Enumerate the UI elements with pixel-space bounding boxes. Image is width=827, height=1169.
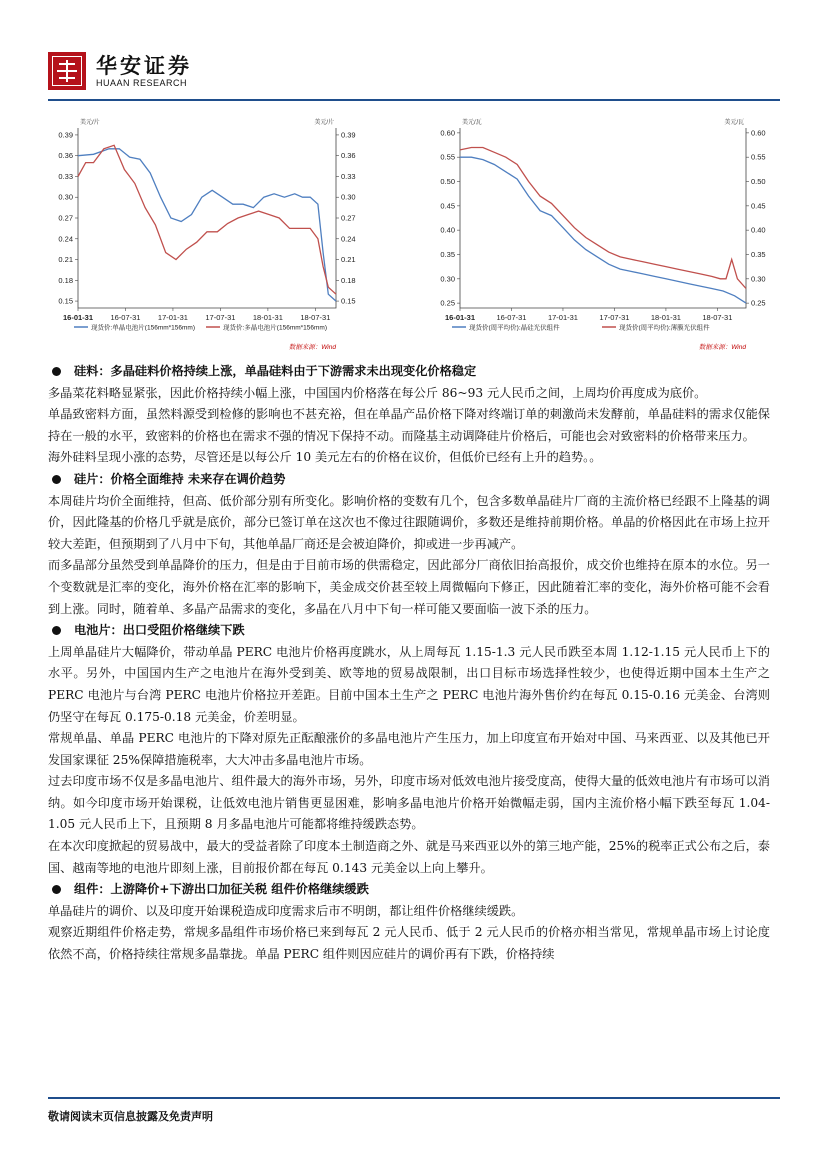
header-divider	[48, 99, 780, 101]
y-tick-label-right: 0.55	[751, 152, 766, 162]
y-tick-label-right: 0.60	[751, 128, 766, 138]
y-tick-label-left: 0.27	[58, 213, 73, 223]
y-tick-label-right: 0.40	[751, 225, 766, 235]
cell-price-chart	[48, 112, 360, 360]
x-tick-label: 18-01-31	[252, 313, 283, 322]
module-price-chart	[434, 112, 780, 360]
section-heading-text: 组件：上游降价+下游出口加征关税 组件价格继续缓跌	[74, 882, 369, 897]
section-heading-text: 硅料：多晶硅料价格持续上涨，单晶硅料由于下游需求未出现变化价格稳定	[74, 364, 477, 378]
paragraph: 常规单晶、单晶 PERC 电池片的下降对原先正酝酿涨价的多晶电池片产生压力，加上印度宣布开始对中国、马来西亚、以及其他已开发国家课征 25%保障措施税率，大大冲击多晶电池片市场。	[48, 731, 770, 767]
y-axis-unit-right: 美元/瓦	[724, 120, 744, 126]
y-tick-label-left: 0.60	[440, 128, 455, 138]
y-axis-unit-left: 美元/瓦	[462, 120, 482, 126]
chart-svg	[434, 112, 780, 360]
brand-name: 华安证券	[96, 53, 192, 78]
chart-axes	[78, 128, 336, 308]
paragraph: 单晶硅片的调价、以及印度开始课税造成印度需求后市不明朗，都让组件价格继续缓跌。	[48, 903, 524, 918]
x-tick-label: 18-07-31	[702, 313, 733, 322]
brand-name-en: HUAAN RESEARCH	[96, 78, 188, 88]
series-line-1	[460, 157, 746, 303]
bullet-icon	[52, 885, 61, 894]
x-tick-label: 17-07-31	[599, 313, 630, 322]
y-tick-label-right: 0.39	[341, 130, 356, 140]
x-tick-label: 16-07-31	[496, 313, 527, 322]
bullet-icon	[52, 626, 61, 635]
section-heading-text: 电池片：出口受阻价格继续下跌	[74, 623, 245, 638]
page-header	[48, 48, 780, 98]
y-tick-label-left: 0.18	[58, 275, 73, 285]
huaan-logo-icon	[48, 52, 86, 90]
y-tick-label-right: 0.18	[341, 275, 356, 285]
y-tick-label-left: 0.50	[440, 177, 455, 187]
y-tick-label-left: 0.30	[58, 192, 73, 202]
y-tick-label-left: 0.25	[440, 298, 455, 308]
chart-source: 数据来源：Wind	[288, 344, 336, 351]
series-line-2	[78, 145, 336, 294]
section-heading	[48, 879, 770, 901]
paragraph: 而多晶部分虽然受到单晶降价的压力，但是由于目前市场的供需稳定，因此部分厂商依旧抬高报价，成交价也维持在原本的水位。另一个变数就是汇率的变化，海外价格在汇率的影响下，美金成交价甚至较上周微幅向下修正，因此随着汇率的变化，海外价格可能不会看到上涨。同时，随着单、多晶产品需求的变化，多晶在八月中下旬一样可能又要面临一波下杀的压力。	[48, 558, 770, 616]
y-tick-label-right: 0.25	[751, 298, 766, 308]
section-heading	[48, 361, 770, 383]
y-axis-unit-right: 美元/片	[314, 120, 334, 126]
section-heading-text: 硅片：价格全面维持 未来存在调价趋势	[74, 471, 286, 486]
y-tick-label-left: 0.21	[58, 255, 73, 265]
x-tick-label: 16-07-31	[110, 313, 141, 322]
paragraph: 在本次印度掀起的贸易战中，最大的受益者除了印度本土制造商之外、就是马来西亚以外的第三地产能，25%的税率正式公布之后，泰国、越南等地的电池片即刻上涨，目前报价都在每瓦 0.143 元美金以上向上攀升。	[48, 839, 770, 875]
y-tick-label-left: 0.55	[440, 152, 455, 162]
x-tick-label: 17-07-31	[205, 313, 236, 322]
y-tick-label-right: 0.50	[751, 177, 766, 187]
report-body	[48, 361, 770, 966]
chart-axes	[460, 128, 746, 308]
bullet-icon	[52, 475, 61, 484]
paragraph: 单晶致密料方面，虽然料源受到检修的影响也不甚充裕，但在单晶产品价格下降对终端订单的刺激尚未发酵前，单晶硅料的需求仅能保持在一般的水平，致密料的价格也在需求不强的情况下保持不动。而隆基主动调降硅片价格后，可能也会对致密料的价格带来压力。	[48, 407, 770, 443]
y-tick-label-left: 0.15	[58, 296, 73, 306]
disclaimer-notice: 敬请阅读末页信息披露及免责声明	[48, 1110, 213, 1123]
y-tick-label-left: 0.33	[58, 171, 73, 181]
chart-svg	[48, 112, 360, 360]
y-tick-label-left: 0.36	[58, 151, 73, 161]
series-line-1	[78, 149, 336, 301]
y-tick-label-right: 0.45	[751, 201, 766, 211]
x-tick-label: 16-01-31	[62, 313, 94, 322]
x-tick-label: 18-07-31	[300, 313, 331, 322]
y-tick-label-left: 0.30	[440, 274, 455, 284]
section-heading	[48, 469, 770, 491]
y-tick-label-right: 0.36	[341, 151, 356, 161]
bullet-icon	[52, 367, 61, 376]
legend-label: 现货价:单晶电池片(156mm*156mm)	[91, 324, 196, 332]
legend-label: 现货价(周平均价):晶硅光伏组件	[469, 324, 560, 332]
paragraph: 海外硅料呈现小涨的态势，尽管还是以每公斤 10 美元左右的价格在议价，但低价已经有上升的趋势。。	[48, 450, 602, 465]
y-tick-label-left: 0.40	[440, 225, 455, 235]
y-tick-label-right: 0.21	[341, 255, 356, 265]
charts-row	[48, 112, 780, 360]
y-tick-label-left: 0.39	[58, 130, 73, 140]
y-tick-label-left: 0.24	[58, 234, 73, 244]
y-tick-label-right: 0.30	[341, 192, 356, 202]
y-tick-label-right: 0.30	[751, 274, 766, 284]
paragraph: 观察近期组件价格走势，常规多晶组件市场价格已来到每瓦 2 元人民币、低于 2 元人民币的价格亦相当常见，常规单晶市场上讨论度依然不高，价格持续往常规多晶靠拢。单晶 PERC 组件则因应硅片的调价再有下跌，价格持续	[48, 925, 770, 962]
y-tick-label-left: 0.45	[440, 201, 455, 211]
y-tick-label-right: 0.15	[341, 296, 356, 306]
section-heading	[48, 620, 770, 642]
y-axis-unit-left: 美元/片	[80, 120, 100, 126]
legend-label: 现货价:多晶电池片(156mm*156mm)	[223, 324, 328, 332]
x-tick-label: 18-01-31	[650, 313, 681, 322]
paragraph: 多晶菜花料略显紧张，因此价格持续小幅上涨，中国国内价格落在每公斤 86~93 元人民币之间，上周均价再度成为底价。	[48, 385, 707, 400]
paragraph: 本周硅片均价全面维持，但高、低价部分别有所变化。影响价格的变数有几个，包含多数单晶硅片厂商的主流价格已经跟不上隆基的调价，因此隆基的价格几乎就是底价，部分已签订单在这次也不像过往跟随调价，多数还是维持前期价格。单晶的价格因此在市场上拉开较大差距，但预期到了八月中下旬，其他单晶厂商还是会被迫降价，抑或进一步再减产。	[48, 493, 770, 551]
chart-source: 数据来源：Wind	[698, 344, 746, 351]
paragraph: 上周单晶硅片大幅降价，带动单晶 PERC 电池片价格再度跳水，从上周每瓦 1.15-1.3 元人民币跌至本周 1.12-1.15 元人民币上下的水平。另外，中国国内生产之电池片在海外受到美、欧等地的贸易战限制，出口目标市场选择性较少，也使得近期中国本土生产之 PERC 电池片与台湾 PERC 电池片价格拉开差距。目前中国本土生产之 PERC 电池片海外售价约在每瓦 0.15-0.16 元美金、台湾则仍坚守在每瓦 0.175-0.18 元美金，价差明显。	[48, 644, 770, 724]
paragraph: 过去印度市场不仅是多晶电池片、组件最大的海外市场，另外，印度市场对低效电池片接受度高，使得大量的低效电池片有市场可以消纳。如今印度市场开始课税，让低效电池片销售更显困难，影响多晶电池片价格开始微幅走弱，国内主流价格小幅下跌至每瓦 1.04-1.05 元人民币上下，且预期 8 月多晶电池片可能都将维持缓跌态势。	[48, 774, 770, 832]
footer-divider	[48, 1097, 780, 1099]
x-tick-label: 17-01-31	[547, 313, 578, 322]
y-tick-label-right: 0.35	[751, 249, 766, 259]
legend-label: 现货价(周平均价):薄膜光伏组件	[619, 324, 710, 332]
y-tick-label-right: 0.33	[341, 171, 356, 181]
x-tick-label: 17-01-31	[157, 313, 188, 322]
x-tick-label: 16-01-31	[444, 313, 476, 322]
y-tick-label-right: 0.27	[341, 213, 356, 223]
y-tick-label-right: 0.24	[341, 234, 356, 244]
y-tick-label-left: 0.35	[440, 249, 455, 259]
series-line-2	[460, 148, 746, 289]
